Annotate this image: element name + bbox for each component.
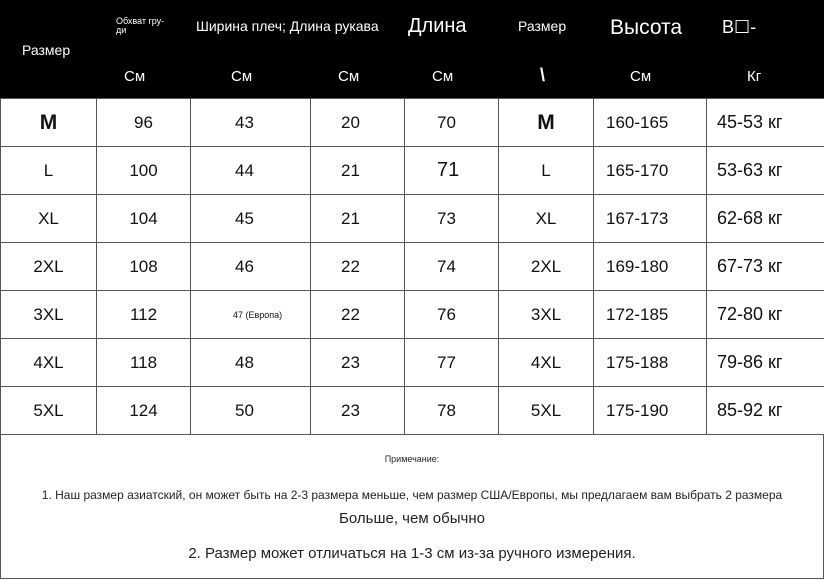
unit-shoulder: См bbox=[231, 68, 253, 85]
cell-length: 70 bbox=[405, 99, 499, 147]
cell-height: 175-188 bbox=[594, 339, 707, 387]
cell-size: M bbox=[1, 99, 97, 147]
unit-length: См bbox=[432, 68, 454, 85]
cell-weight: 53-63 кг bbox=[707, 147, 824, 195]
notes-section bbox=[0, 434, 824, 579]
cell-size-2: 4XL bbox=[499, 339, 594, 387]
cell-chest: 112 bbox=[97, 291, 191, 339]
cell-size: 5XL bbox=[1, 387, 97, 435]
table-row bbox=[1, 147, 824, 195]
cell-length: 73 bbox=[405, 195, 499, 243]
note-measurement-error: 2. Размер может отличаться на 1-3 см из-за ручного измерения. bbox=[188, 545, 636, 562]
header-weight: В☐- bbox=[722, 17, 757, 37]
cell-shoulder: 46 bbox=[191, 243, 311, 291]
table-row bbox=[1, 243, 824, 291]
unit-weight: Кг bbox=[747, 68, 762, 85]
cell-chest: 108 bbox=[97, 243, 191, 291]
cell-weight: 62-68 кг bbox=[707, 195, 824, 243]
cell-height: 165-170 bbox=[594, 147, 707, 195]
header-length: Длина bbox=[408, 15, 467, 37]
cell-sleeve: 22 bbox=[311, 291, 405, 339]
table-header bbox=[0, 0, 824, 98]
cell-weight: 67-73 кг bbox=[707, 243, 824, 291]
unit-sleeve: См bbox=[338, 68, 360, 85]
cell-chest: 118 bbox=[97, 339, 191, 387]
cell-shoulder: 43 bbox=[191, 99, 311, 147]
header-chest: Обхват гру- ди bbox=[116, 16, 165, 36]
table-row bbox=[1, 195, 824, 243]
cell-length: 76 bbox=[405, 291, 499, 339]
table-row bbox=[1, 99, 824, 147]
cell-weight: 72-80 кг bbox=[707, 291, 824, 339]
cell-weight: 45-53 кг bbox=[707, 99, 824, 147]
cell-chest: 100 bbox=[97, 147, 191, 195]
cell-shoulder: 47 (Европа) bbox=[191, 291, 311, 339]
cell-sleeve: 21 bbox=[311, 147, 405, 195]
cell-sleeve: 20 bbox=[311, 99, 405, 147]
cell-chest: 104 bbox=[97, 195, 191, 243]
notes-title: Примечание: bbox=[384, 454, 440, 464]
table-row bbox=[1, 291, 824, 339]
cell-sleeve: 23 bbox=[311, 339, 405, 387]
cell-size-2: 2XL bbox=[499, 243, 594, 291]
cell-size: 2XL bbox=[1, 243, 97, 291]
cell-size: 4XL bbox=[1, 339, 97, 387]
cell-shoulder: 45 bbox=[191, 195, 311, 243]
header-shoulder-sleeve: Ширина плеч; Длина рукава bbox=[196, 18, 379, 34]
cell-sleeve: 23 bbox=[311, 387, 405, 435]
cell-size-2: M bbox=[499, 99, 594, 147]
cell-size-2: 3XL bbox=[499, 291, 594, 339]
cell-size-2: L bbox=[499, 147, 594, 195]
table-row bbox=[1, 339, 824, 387]
cell-sleeve: 21 bbox=[311, 195, 405, 243]
cell-size: XL bbox=[1, 195, 97, 243]
cell-height: 167-173 bbox=[594, 195, 707, 243]
cell-height: 160-165 bbox=[594, 99, 707, 147]
cell-length: 71 bbox=[405, 147, 499, 195]
header-size-2: Размер bbox=[518, 18, 567, 34]
cell-weight: 85-92 кг bbox=[707, 387, 824, 435]
cell-length: 77 bbox=[405, 339, 499, 387]
cell-chest: 124 bbox=[97, 387, 191, 435]
note-asian-size-continued: Больше, чем обычно bbox=[339, 510, 485, 527]
cell-chest: 96 bbox=[97, 99, 191, 147]
cell-height: 175-190 bbox=[594, 387, 707, 435]
cell-weight: 79-86 кг bbox=[707, 339, 824, 387]
table-row bbox=[1, 387, 824, 435]
cell-height: 172-185 bbox=[594, 291, 707, 339]
cell-size-2: 5XL bbox=[499, 387, 594, 435]
header-height: Высота bbox=[610, 16, 683, 39]
unit-chest: См bbox=[124, 68, 146, 85]
cell-size: 3XL bbox=[1, 291, 97, 339]
unit-height: См bbox=[630, 68, 652, 85]
cell-shoulder: 50 bbox=[191, 387, 311, 435]
cell-height: 169-180 bbox=[594, 243, 707, 291]
header-size: Размер bbox=[22, 42, 71, 58]
cell-shoulder: 44 bbox=[191, 147, 311, 195]
cell-size: L bbox=[1, 147, 97, 195]
cell-length: 74 bbox=[405, 243, 499, 291]
cell-shoulder: 48 bbox=[191, 339, 311, 387]
cell-sleeve: 22 bbox=[311, 243, 405, 291]
cell-length: 78 bbox=[405, 387, 499, 435]
unit-size: \ bbox=[540, 65, 546, 85]
note-asian-size: 1. Наш размер азиатский, он может быть на 2-3 размера меньше, чем размер США/Европы, мы предлагаем вам выбрать 2 размера bbox=[41, 488, 783, 502]
size-table bbox=[0, 98, 824, 435]
cell-size-2: XL bbox=[499, 195, 594, 243]
